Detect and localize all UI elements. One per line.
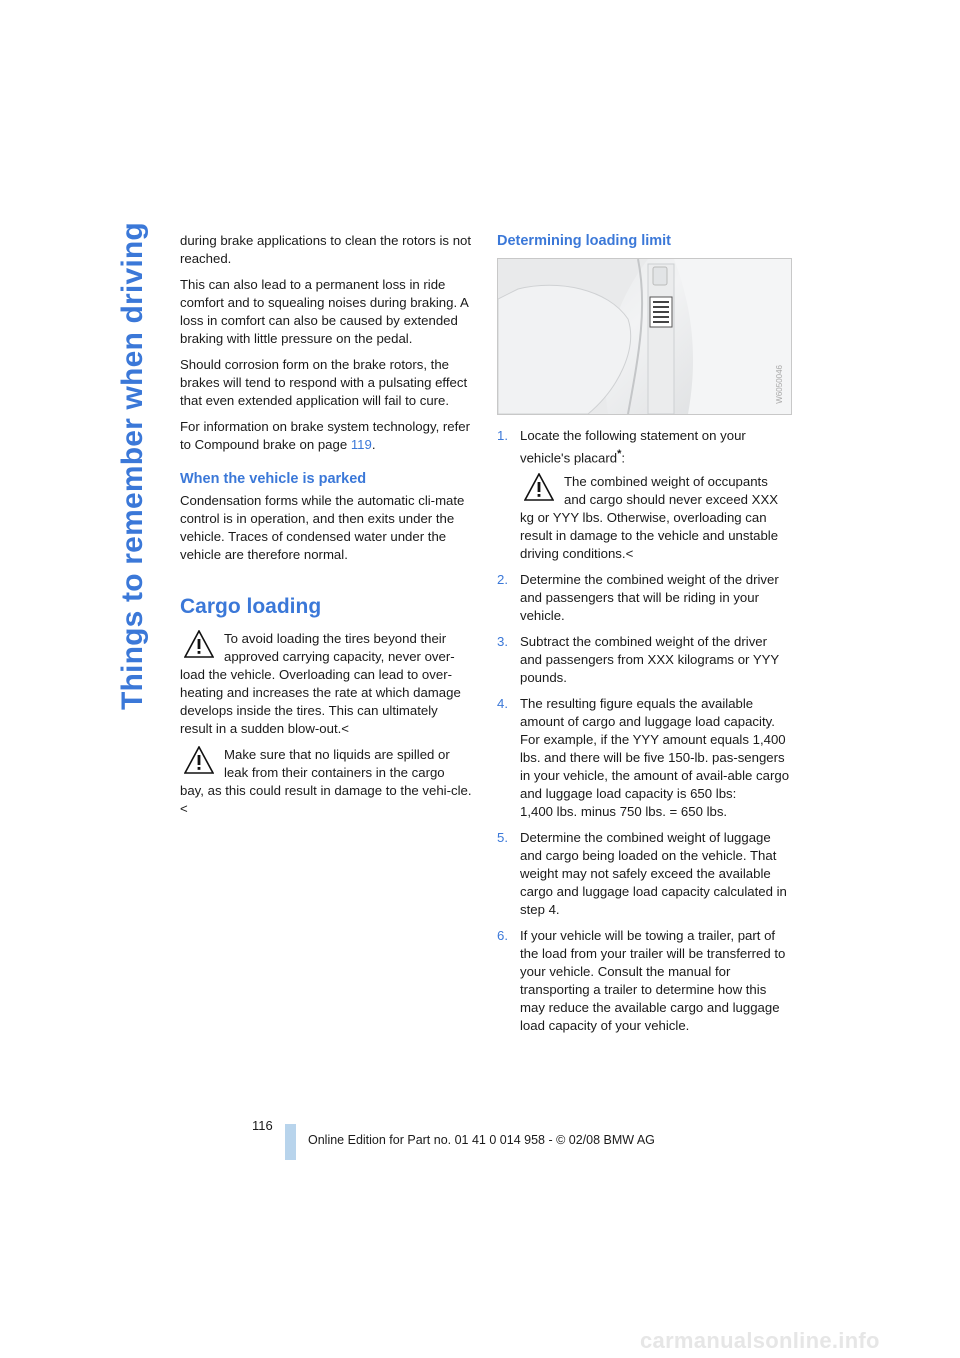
list-item: 3. Subtract the combined weight of the driver and passengers from XXX kilograms or YYY pounds.	[497, 634, 779, 686]
loading-limit-steps	[497, 427, 791, 1035]
paragraph-rotors: during brake applications to clean the rotors is not reached.	[180, 233, 472, 266]
warning-placard-statement: The combined weight of occupants and cargo should never exceed XXX kg or YYY lbs. Otherwise, overloading can result in damage to the vehicle and unstable driving conditions.<	[520, 474, 779, 562]
heading-loading-limit: Determining loading limit	[497, 233, 672, 249]
list-item: 5. Determine the combined weight of luggage and cargo being loaded on the vehicle. That weight may not safely exceed the available cargo and luggage load capacity calculated in step 4.	[497, 830, 787, 918]
heading-vehicle-parked: When the vehicle is parked	[180, 471, 367, 487]
page-link-119[interactable]: 119	[350, 437, 372, 452]
footer-accent-bar	[285, 1124, 296, 1160]
warning-triangle-icon	[184, 630, 214, 658]
list-item: 4. The resulting figure equals the available amount of cargo and luggage load capacity. For example, if the YYY amount equals 1,400 lbs. and there will be five 150-lb. pas-sengers in your vehicle, the amount of avail-able cargo and luggage load capacity is 650 lbs: 1,400 lbs. minus 750 lbs. = 650 lbs.	[497, 696, 790, 820]
list-item: 1. Locate the following statement on your vehicle's placard*: The combined weight of occupants and cargo should never exceed XXX kg or YYY lbs. Otherwise, overloading can result in damage to the vehicle and unstable driving conditions.<	[497, 427, 791, 563]
right-column	[497, 232, 791, 1043]
chapter-side-title: Things to remember when driving	[116, 222, 149, 710]
paragraph-corrosion: Should corrosion form on the brake rotors, the brakes will tend to respond with a pulsating effect that even extended application will fail to cure.	[180, 357, 468, 408]
calculation-example: 1,400 lbs. minus 750 lbs. = 650 lbs.	[520, 804, 728, 820]
warning-liquids: Make sure that no liquids are spilled or leak from their containers in the cargo bay, as this could result in damage to the vehi-cle.<	[180, 747, 472, 816]
warning-triangle-icon	[184, 746, 214, 774]
paragraph-condensation: Condensation forms while the automatic cli-mate control is in operation, and then exits under the vehicle. Traces of condensed water under the vehicle are therefore normal.	[180, 493, 465, 562]
warning-triangle-icon	[524, 473, 554, 501]
photo-code: W6050046	[775, 365, 784, 404]
site-watermark: carmanualsonline.info	[640, 1328, 880, 1353]
edition-notice: Online Edition for Part no. 01 41 0 014 958 - © 02/08 BMW AG	[308, 1133, 655, 1147]
heading-cargo-loading: Cargo loading	[180, 595, 322, 618]
paragraph-brake-info: For information on brake system technology, refer to Compound brake on page 119.	[180, 419, 471, 452]
list-item: 2. Determine the combined weight of the driver and passengers that will be riding in your vehicle.	[497, 572, 779, 624]
door-pillar-placard-photo	[497, 258, 792, 415]
warning-overload: To avoid loading the tires beyond their approved carrying capacity, never over-load the vehicle. Overloading can lead to over-heating and increases the rate at which damage develops inside the tires. This can ultimately result in a sudden blow-out.<	[180, 631, 461, 736]
paragraph-comfort-loss: This can also lead to a permanent loss in ride comfort and to squealing noises during braking. A loss in comfort can also be caused by extended braking with little pressure on the pedal.	[180, 277, 469, 346]
left-column	[180, 232, 472, 826]
list-item: 6. If your vehicle will be towing a trailer, part of the load from your trailer will be transferred to your vehicle. Consult the manual for transporting a trailer to determine how this may reduce the available cargo and luggage load capacity of your vehicle.	[497, 928, 786, 1034]
placard-illustration	[498, 259, 791, 414]
page-number: 116	[252, 1118, 273, 1133]
